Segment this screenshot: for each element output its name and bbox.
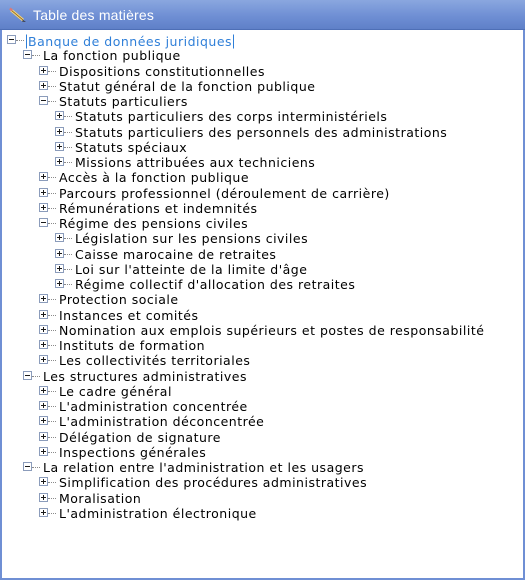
tree-connector: [48, 482, 56, 483]
expand-icon[interactable]: [39, 432, 48, 441]
tree-connector: [48, 177, 56, 178]
expand-icon[interactable]: [39, 81, 48, 90]
tree-node[interactable]: [0, 216, 525, 231]
tree-node-label[interactable]: Banque de données juridiques: [28, 34, 233, 49]
tree-node[interactable]: [0, 155, 525, 170]
tree-node-label[interactable]: Rémunérations et indemnités: [59, 200, 258, 216]
expand-icon[interactable]: [55, 264, 64, 273]
tree-connector: [64, 162, 72, 163]
expand-icon[interactable]: [39, 310, 48, 319]
tree-node-label[interactable]: Nomination aux emplois supérieurs et postes de responsabilité: [59, 322, 485, 338]
tree-connector: [48, 513, 56, 514]
tree-connector: [48, 315, 56, 316]
expand-icon[interactable]: [39, 294, 48, 303]
tree-node[interactable]: [0, 338, 525, 353]
tree-connector: [64, 284, 72, 285]
tree-node[interactable]: [0, 323, 525, 338]
tree-node-label[interactable]: L'administration déconcentrée: [59, 414, 265, 430]
tree-node[interactable]: [0, 460, 525, 475]
tree-connector: [32, 467, 40, 468]
tree-connector: [64, 238, 72, 239]
tree-connector: [48, 330, 56, 331]
tree-node-label[interactable]: Statuts spéciaux: [75, 139, 188, 155]
expand-icon[interactable]: [39, 188, 48, 197]
tree-connector: [48, 345, 56, 346]
tree-node[interactable]: [0, 414, 525, 429]
tree-node-label[interactable]: Caisse marocaine de retraites: [75, 246, 277, 262]
collapse-icon[interactable]: [39, 218, 48, 227]
tree-node[interactable]: [0, 491, 525, 506]
tree-node[interactable]: [0, 445, 525, 460]
tree-node-label[interactable]: Instituts de formation: [59, 338, 206, 353]
tree-node[interactable]: [0, 353, 525, 368]
tree-connector: [16, 40, 24, 41]
tree-connector: [48, 193, 56, 194]
pencil-icon: [9, 7, 27, 23]
tree-connector: [48, 223, 56, 224]
tree-node[interactable]: [0, 292, 525, 307]
tree-connector: [48, 437, 56, 438]
expand-icon[interactable]: [39, 203, 48, 212]
expand-icon[interactable]: [55, 249, 64, 258]
tree-connector: [48, 391, 56, 392]
tree-node[interactable]: [0, 170, 525, 185]
tree-node[interactable]: [0, 430, 525, 445]
tree-node-label[interactable]: Régime des pensions civiles: [59, 216, 249, 231]
expand-icon[interactable]: [39, 401, 48, 410]
tree-node-label[interactable]: Moralisation: [59, 490, 142, 506]
tree-node-label[interactable]: La fonction publique: [43, 48, 181, 64]
expand-icon[interactable]: [55, 157, 64, 166]
expand-icon[interactable]: [39, 508, 48, 517]
tree-node-label[interactable]: Simplification des procédures administratives: [59, 475, 368, 491]
tree-connector: [64, 116, 72, 117]
tree-connector: [32, 376, 40, 377]
tree-node-label[interactable]: Protection sociale: [59, 292, 179, 308]
tree-connector: [48, 101, 56, 102]
expand-icon[interactable]: [39, 66, 48, 75]
tree-node[interactable]: [0, 201, 525, 216]
tree-node-label[interactable]: Parcours professionnel (déroulement de carrière): [59, 185, 390, 201]
tree-node-label[interactable]: Statuts particuliers des personnels des administrations: [75, 124, 448, 140]
tree-connector: [48, 86, 56, 87]
tree-connector: [64, 147, 72, 148]
tree-root-node[interactable]: [0, 33, 525, 48]
collapse-icon[interactable]: [23, 50, 32, 59]
tree-node[interactable]: [0, 94, 525, 109]
tree-node-label[interactable]: Accès à la fonction publique: [59, 170, 250, 186]
expand-icon[interactable]: [39, 355, 48, 364]
expand-icon[interactable]: [55, 233, 64, 242]
tree-connector: [48, 406, 56, 407]
tree-node-label[interactable]: L'administration concentrée: [59, 399, 248, 414]
tree-node[interactable]: [0, 399, 525, 414]
tree-connector: [48, 208, 56, 209]
tree-connector: [32, 55, 40, 56]
tree-node[interactable]: [0, 475, 525, 490]
tree-node-label[interactable]: Statuts particuliers des corps interministériels: [75, 109, 388, 125]
tree-node-label[interactable]: La relation entre l'administration et les usagers: [43, 460, 365, 475]
tree-node-label[interactable]: Législation sur les pensions civiles: [75, 231, 309, 247]
expand-icon[interactable]: [39, 447, 48, 456]
expand-icon[interactable]: [39, 493, 48, 502]
tree-connector: [48, 71, 56, 72]
expand-icon[interactable]: [39, 416, 48, 425]
tree-node[interactable]: [0, 247, 525, 262]
panel-title-bar: [0, 0, 525, 30]
expand-icon[interactable]: [39, 172, 48, 181]
toc-tree: [0, 33, 525, 521]
tree-node[interactable]: [0, 277, 525, 292]
tree-node-label[interactable]: Loi sur l'atteinte de la limite d'âge: [75, 261, 308, 277]
tree-node[interactable]: [0, 79, 525, 94]
expand-icon[interactable]: [39, 340, 48, 349]
tree-node-label[interactable]: Instances et comités: [59, 307, 199, 323]
tree-connector: [64, 254, 72, 255]
tree-connector: [48, 360, 56, 361]
tree-node-label[interactable]: Les collectivités territoriales: [59, 353, 251, 369]
tree-node[interactable]: [0, 262, 525, 277]
tree-node-label[interactable]: Le cadre général: [59, 383, 172, 399]
collapse-icon[interactable]: [39, 96, 48, 105]
expand-icon[interactable]: [39, 325, 48, 334]
tree-node-label[interactable]: Missions attribuées aux techniciens: [75, 155, 316, 170]
expand-icon[interactable]: [39, 386, 48, 395]
collapse-icon[interactable]: [23, 462, 32, 471]
tree-node[interactable]: [0, 308, 525, 323]
tree-node[interactable]: [0, 125, 525, 140]
tree-connector: [64, 132, 72, 133]
expand-icon[interactable]: [55, 279, 64, 288]
tree-node[interactable]: [0, 48, 525, 63]
tree-node[interactable]: [0, 186, 525, 201]
tree-connector: [48, 498, 56, 499]
tree-node-label[interactable]: Inspections générales: [59, 444, 207, 460]
tree-connector: [48, 452, 56, 453]
tree-node-label[interactable]: Statuts particuliers: [59, 94, 188, 109]
tree-node-label[interactable]: Dispositions constitutionnelles: [59, 63, 265, 79]
tree-node-label[interactable]: Les structures administratives: [43, 368, 247, 384]
tree-node[interactable]: [0, 64, 525, 79]
expand-icon[interactable]: [55, 111, 64, 120]
tree-connector: [48, 299, 56, 300]
tree-node-label[interactable]: Délégation de signature: [59, 429, 221, 445]
tree-node[interactable]: [0, 506, 525, 521]
collapse-icon[interactable]: [7, 35, 16, 44]
tree-connector: [48, 421, 56, 422]
tree-node[interactable]: [0, 140, 525, 155]
tree-node[interactable]: [0, 109, 525, 124]
tree-connector: [64, 269, 72, 270]
expand-icon[interactable]: [39, 477, 48, 486]
collapse-icon[interactable]: [23, 371, 32, 380]
tree-node-label[interactable]: Statut général de la fonction publique: [59, 78, 316, 94]
expand-icon[interactable]: [55, 142, 64, 151]
expand-icon[interactable]: [55, 127, 64, 136]
tree-node[interactable]: [0, 384, 525, 399]
tree-node-label[interactable]: L'administration électronique: [59, 505, 257, 521]
tree-node[interactable]: [0, 231, 525, 246]
tree-node-label[interactable]: Régime collectif d'allocation des retraites: [75, 277, 356, 292]
panel-title: Table des matières: [33, 7, 155, 23]
tree-node[interactable]: [0, 369, 525, 384]
